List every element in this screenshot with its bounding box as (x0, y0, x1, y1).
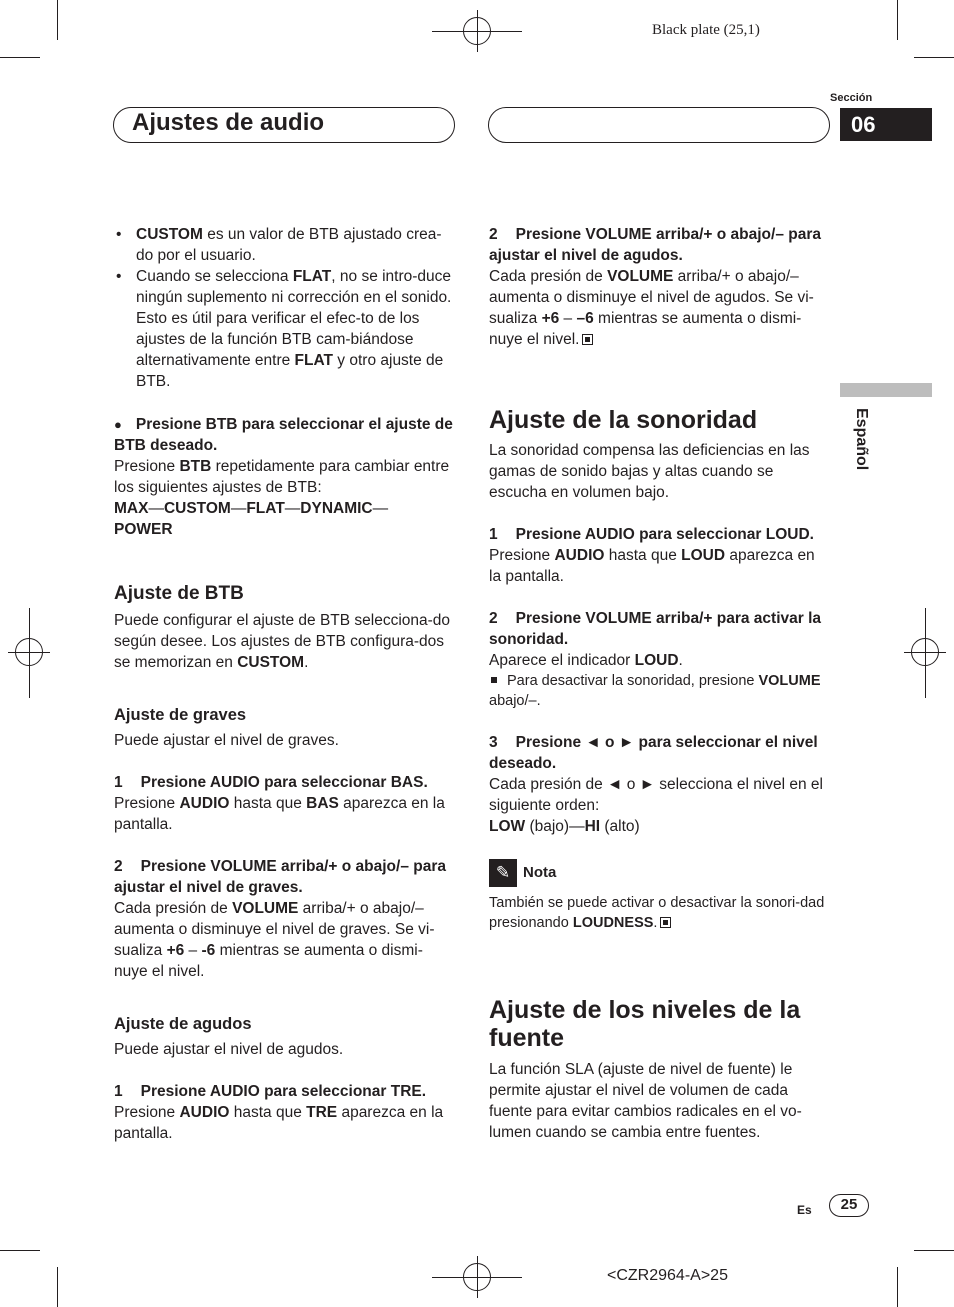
pencil-icon: ✎ (489, 859, 517, 887)
nota-body: También se puede activar o desactivar la sonori-dad presionando LOUDNESS. (489, 895, 825, 931)
language-code: Es (797, 1203, 812, 1217)
crop-mark (0, 1250, 40, 1251)
agudos-step2-body: Cada presión de VOLUME arriba/+ o abajo/– aumenta o disminuye el nivel de agudos. Se vi-sualiza +6 – –6 mientras se aumenta o dismi-nuye el nivel. (489, 268, 814, 348)
sonoridad-title: Ajuste de la sonoridad (489, 406, 758, 434)
left-column (114, 224, 456, 1144)
registration-mark (15, 638, 43, 666)
section-number: 06 (851, 112, 876, 137)
crop-mark (897, 0, 898, 40)
agudos-step1-body: Presione AUDIO hasta que TRE aparezca en la pantalla. (114, 1104, 444, 1142)
nota-heading: ✎ Nota (489, 859, 831, 887)
agudos-title: Ajuste de agudos (114, 1015, 252, 1033)
registration-mark (911, 638, 939, 666)
btb-notes (114, 224, 456, 392)
crop-mark (0, 57, 40, 58)
square-bullet-icon (491, 677, 497, 683)
list-item: • CUSTOM es un valor de BTB ajustado crea-do por el usuario. (114, 224, 456, 266)
sonoridad-step1-body: Presione AUDIO hasta que LOUD aparezca en la pantalla. (489, 547, 815, 585)
graves-step1-heading: 1 Presione AUDIO para seleccionar BAS. (114, 774, 428, 791)
btb-sequence: MAX—CUSTOM—FLAT—DYNAMIC— POWER (114, 500, 389, 538)
graves-step2-body: Cada presión de VOLUME arriba/+ o abajo/– aumenta o disminuye el nivel de graves. Se vi-sualiza +6 – -6 mientras se aumenta o dismi-nuye el nivel. (114, 900, 435, 980)
niveles-body: La función SLA (ajuste de nivel de fuente) le permite ajustar el nivel de volumen de cada fuente para evitar cambios radicales en el vo-lumen cuando se cambia entre fuentes. (489, 1061, 802, 1141)
sonoridad-step1-heading: 1 Presione AUDIO para seleccionar LOUD. (489, 526, 814, 543)
agudos-intro: Puede ajustar el nivel de agudos. (114, 1041, 344, 1058)
agudos-step2-heading: 2 Presione VOLUME arriba/+ o abajo/– para ajustar el nivel de agudos. (489, 226, 821, 264)
registration-mark (463, 1263, 491, 1291)
ajuste-btb-body: Puede configurar el ajuste de BTB selecciona-do según desee. Los ajustes de BTB configura-dos se memorizan en CUSTOM. (114, 612, 451, 671)
graves-title: Ajuste de graves (114, 706, 247, 724)
graves-step1-body: Presione AUDIO hasta que BAS aparezca en la pantalla. (114, 795, 445, 833)
crop-mark (914, 57, 954, 58)
btb-step-heading: ● Presione BTB para seleccionar el ajuste de BTB deseado. (114, 416, 453, 454)
sonoridad-step2-heading: 2 Presione VOLUME arriba/+ para activar la sonoridad. (489, 610, 822, 648)
sonoridad-step3-body: Cada presión de ◄ o ► selecciona el nivel en el siguiente orden: (489, 776, 823, 814)
end-mark-icon (582, 334, 593, 345)
section-label: Sección (830, 92, 873, 104)
graves-intro: Puede ajustar el nivel de graves. (114, 732, 339, 749)
crop-mark (897, 1267, 898, 1307)
sonoridad-intro: La sonoridad compensa las deficiencias en las gamas de sonido bajas y altas cuando se escucha en volumen bajo. (489, 442, 810, 501)
registration-mark (463, 17, 491, 45)
language-label: Español (853, 408, 870, 471)
sonoridad-step3-order: LOW (bajo)—HI (alto) (489, 818, 640, 835)
crop-mark (57, 0, 58, 40)
list-item: • Cuando se selecciona FLAT, no se intro-duce ningún suplemento ni corrección en el sonido. Esto es útil para verificar el efec-to de los ajustes de la función BTB cam-biándose alternativamente entre FLAT y otro ajuste de BTB. (114, 266, 456, 392)
sonoridad-step2-body: Aparece el indicador LOUD. (489, 652, 683, 669)
section-title: Ajustes de audio (132, 109, 325, 136)
crop-mark (57, 1267, 58, 1307)
black-plate-label: Black plate (25,1) (652, 22, 760, 38)
section-title-pill (113, 107, 455, 143)
crop-mark (914, 1250, 954, 1251)
page-number: 25 (829, 1194, 869, 1217)
graves-step2-heading: 2 Presione VOLUME arriba/+ o abajo/– para ajustar el nivel de graves. (114, 858, 446, 896)
section-number-box (840, 108, 932, 141)
document-code: <CZR2964-A>25 (607, 1267, 728, 1284)
agudos-step1-heading: 1 Presione AUDIO para seleccionar TRE. (114, 1083, 427, 1100)
btb-step-body: Presione BTB repetidamente para cambiar entre los siguientes ajustes de BTB: (114, 458, 450, 496)
right-column (489, 224, 831, 1143)
sonoridad-step3-heading: 3 Presione ◄ o ► para seleccionar el nivel deseado. (489, 734, 818, 772)
sonoridad-step2-note: Para desactivar la sonoridad, presione VOLUME abajo/–. (489, 673, 821, 709)
niveles-title: Ajuste de los niveles de la fuente (489, 996, 801, 1052)
end-mark-icon (660, 917, 671, 928)
ajuste-btb-title: Ajuste de BTB (114, 583, 244, 604)
header-pill-empty (488, 107, 830, 143)
language-tab (840, 383, 932, 397)
